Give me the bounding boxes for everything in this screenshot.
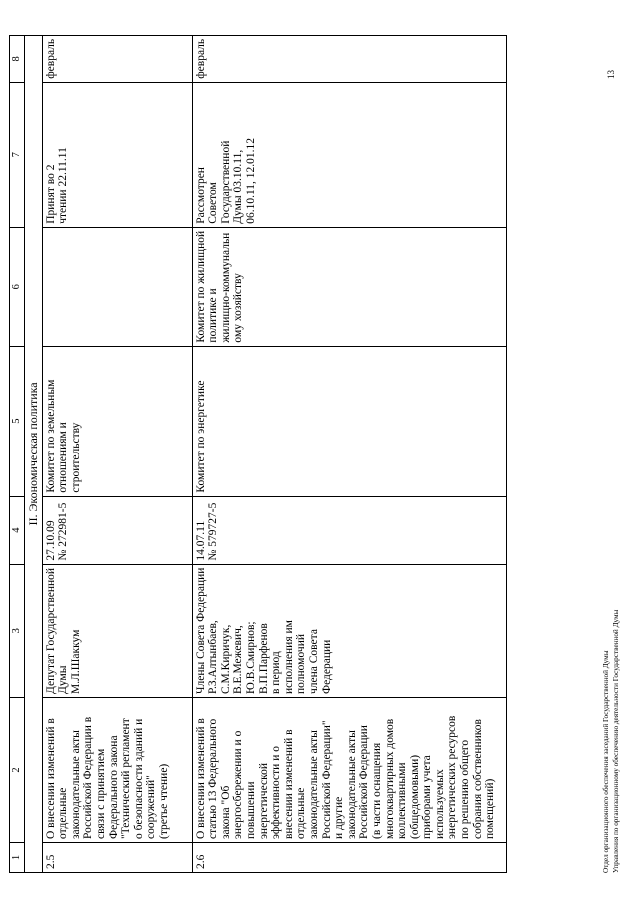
bill-registration bbox=[42, 496, 192, 564]
cell-line: исполнения им bbox=[282, 620, 295, 694]
cell-line: члена Совета bbox=[307, 629, 320, 694]
cell-line: связи с принятием bbox=[94, 748, 107, 839]
cell-line: отдельные bbox=[295, 787, 308, 839]
footer-line: Отдел организационного обеспечения заседаний Государственной Думы bbox=[602, 650, 610, 873]
cell-line: отдельные bbox=[57, 787, 70, 839]
cell-line: В.Е.Межевич, bbox=[232, 625, 245, 694]
co-committee bbox=[42, 227, 192, 346]
bill-title bbox=[42, 698, 192, 843]
cell-line: "Технический регламент bbox=[120, 718, 133, 839]
page-number: 13 bbox=[606, 70, 616, 79]
cell-line: многоквартирных домов bbox=[383, 718, 396, 839]
cell-line: Р.З.Алтынбаев, bbox=[207, 620, 220, 694]
cell-line: Члены Совета Федерации bbox=[194, 567, 207, 694]
bill-registration bbox=[192, 496, 506, 564]
cell-line: и другие bbox=[333, 796, 346, 839]
bill-status bbox=[192, 82, 506, 227]
cell-line: (в части оснащения bbox=[370, 742, 383, 839]
co-committee bbox=[192, 227, 506, 346]
cell-line: Думы 03.10.11, bbox=[232, 149, 245, 224]
cell-line: Российской Федерации" bbox=[320, 720, 333, 839]
cell-line: собрания собственников bbox=[471, 719, 484, 839]
bill-status bbox=[42, 82, 192, 227]
column-number: 8 bbox=[10, 35, 25, 82]
cell-line: законодательные акты bbox=[307, 730, 320, 839]
cell-line: жилищно-коммунальн bbox=[219, 232, 232, 343]
responsible-committee bbox=[192, 346, 506, 496]
cell-line: Думы bbox=[57, 665, 70, 694]
footer-line: Управления по организационному обеспечению деятельности Государственной Думы bbox=[611, 609, 620, 873]
cell-line: Депутат Государственной bbox=[44, 567, 57, 694]
cell-line: строительству bbox=[69, 422, 82, 493]
planned-month: февраль bbox=[42, 35, 192, 82]
cell-line: № 579727-5 bbox=[207, 502, 220, 561]
cell-line: эффективности и о bbox=[270, 746, 283, 839]
cell-line: (общедомовыми) bbox=[408, 754, 421, 839]
cell-line: политике и bbox=[207, 288, 220, 343]
cell-line: помещений) bbox=[484, 778, 497, 839]
cell-line: С.М.Киричук, bbox=[219, 624, 232, 694]
column-number: 5 bbox=[10, 346, 25, 496]
column-number-row bbox=[10, 35, 25, 872]
cell-line: Комитет по земельным bbox=[44, 379, 57, 493]
cell-line: приборами учета bbox=[421, 755, 434, 839]
cell-line: коллективными bbox=[396, 762, 409, 839]
bill-title bbox=[192, 698, 506, 843]
cell-line: Российской Федерации в bbox=[82, 716, 95, 839]
cell-line: 14.07.11 bbox=[194, 520, 207, 561]
cell-line: 27.10.09 bbox=[44, 520, 57, 561]
column-number: 3 bbox=[10, 564, 25, 697]
cell-line: о безопасности зданий и bbox=[132, 718, 145, 839]
column-number: 6 bbox=[10, 227, 25, 346]
cell-line: О внесении изменений в bbox=[44, 718, 57, 839]
cell-line: Комитет по энергетике bbox=[194, 380, 207, 493]
cell-line: полномочий bbox=[295, 634, 308, 694]
cell-line: отношениям и bbox=[57, 422, 70, 493]
planned-month: февраль bbox=[192, 35, 506, 82]
legislative-plan-table bbox=[9, 35, 507, 873]
cell-line: используемых bbox=[433, 769, 446, 839]
column-number: 1 bbox=[10, 843, 25, 873]
cell-line: Российской Федерации bbox=[358, 725, 371, 839]
cell-line: ому хозяйству bbox=[232, 273, 245, 343]
column-number: 7 bbox=[10, 82, 25, 227]
responsible-committee bbox=[42, 346, 192, 496]
row-number: 2.5 bbox=[42, 843, 192, 873]
cell-line: законодательные акты bbox=[69, 730, 82, 839]
cell-line: статью 13 Федерального bbox=[207, 718, 220, 839]
cell-line: Рассмотрен bbox=[194, 167, 207, 224]
cell-line: Советом bbox=[207, 182, 220, 224]
cell-line: (третье чтение) bbox=[157, 763, 170, 839]
cell-line: Принят во 2 bbox=[44, 164, 57, 224]
cell-line: Федерации bbox=[320, 639, 333, 694]
cell-line: внесении изменений в bbox=[282, 729, 295, 839]
cell-line: В.П.Парфенов bbox=[257, 623, 270, 694]
bill-author bbox=[42, 564, 192, 697]
cell-line: Федерального закона bbox=[107, 735, 120, 839]
cell-line: энергетической bbox=[257, 763, 270, 839]
page-footer bbox=[602, 610, 621, 873]
column-number: 2 bbox=[10, 698, 25, 843]
cell-line: повышении bbox=[244, 781, 257, 839]
cell-line: энергетических ресурсов bbox=[446, 715, 459, 839]
cell-line: Государственной bbox=[219, 140, 232, 224]
cell-line: законодательные акты bbox=[345, 730, 358, 839]
cell-line: в период bbox=[270, 651, 283, 694]
cell-line: Комитет по жилищной bbox=[194, 230, 207, 343]
cell-line: М.Л.Шаккум bbox=[69, 629, 82, 694]
table-row bbox=[42, 35, 192, 872]
cell-line: закона "Об bbox=[219, 785, 232, 839]
section-row bbox=[25, 35, 43, 872]
row-number: 2.6 bbox=[192, 843, 506, 873]
cell-line: сооружений" bbox=[145, 775, 158, 839]
cell-line: 06.10.11, 12.01.12 bbox=[244, 137, 257, 224]
section-title: II. Экономическая политика bbox=[25, 35, 43, 872]
column-number: 4 bbox=[10, 496, 25, 564]
cell-line: Ю.В.Смирнов; bbox=[244, 621, 257, 694]
table-row bbox=[192, 35, 506, 872]
bill-author bbox=[192, 564, 506, 697]
cell-line: О внесении изменений в bbox=[194, 718, 207, 839]
cell-line: энергосбережении и о bbox=[232, 730, 245, 839]
cell-line: по решению общего bbox=[459, 739, 472, 839]
cell-line: чтении 22.11.11 bbox=[57, 147, 70, 224]
cell-line: № 272981-5 bbox=[57, 502, 70, 561]
